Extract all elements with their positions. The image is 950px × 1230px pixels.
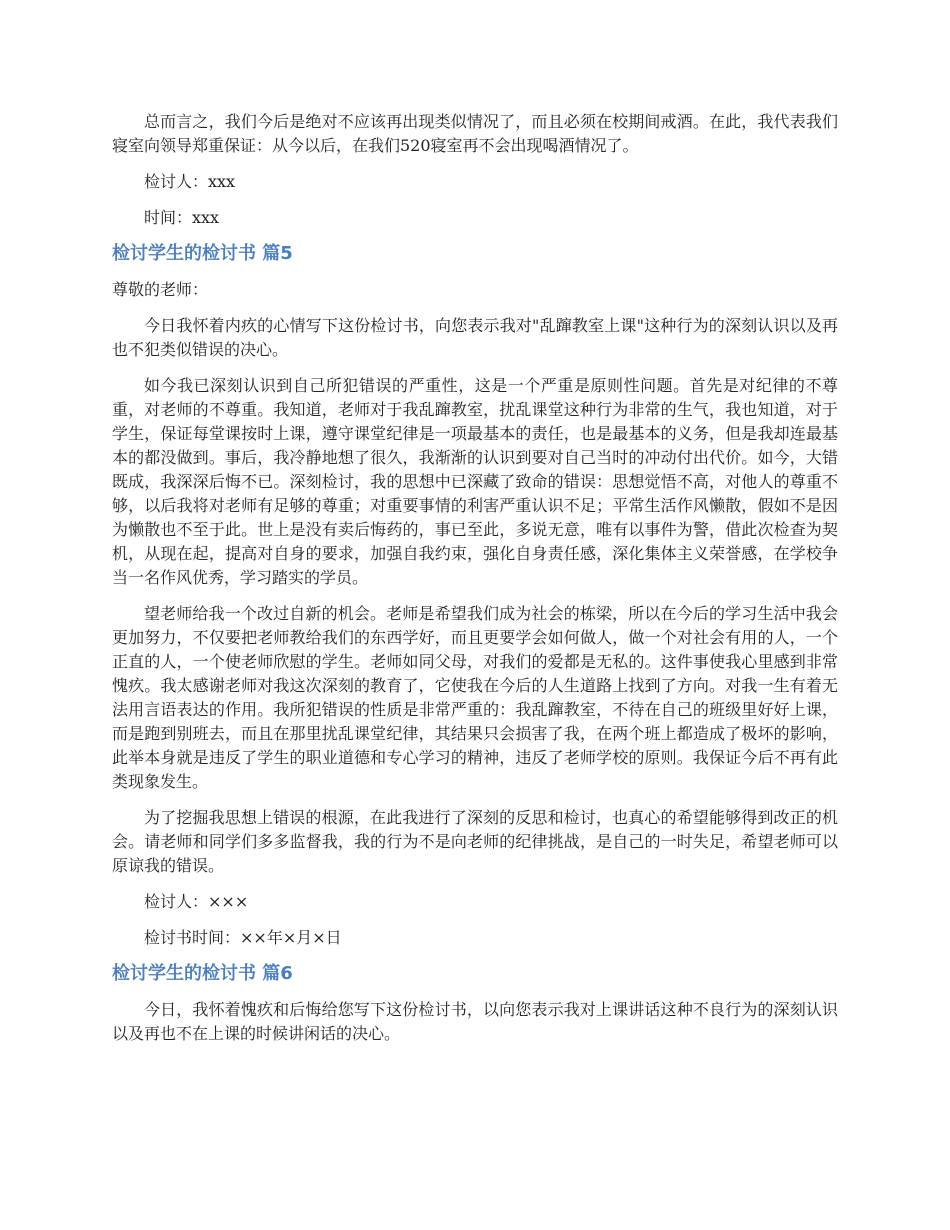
paragraph: 为了挖掘我思想上错误的根源，在此我进行了深刻的反思和检讨，也真心的希望能够得到改正的机会。请老师和同学们多多监督我，我的行为不是向老师的纪律挑战，是自己的一时失足，希望老师可以原谅我的错误。	[112, 808, 838, 875]
signature-line: 检讨人：×××	[144, 892, 249, 911]
paragraph: 今日我怀着内疚的心情写下这份检讨书，向您表示我对"乱蹿教室上课"这种行为的深刻认识以及再也不犯类似错误的决心。	[112, 316, 838, 359]
paragraph: 今日，我怀着愧疚和后悔给您写下这份检讨书，以向您表示我对上课讲话这种不良行为的深刻认识以及再也不在上课的时候讲闲话的决心。	[112, 1000, 838, 1043]
section-heading: 检讨学生的检讨书 篇5	[112, 243, 293, 264]
date-line: 时间：xxx	[144, 208, 220, 227]
paragraph: 总而言之，我们今后是绝对不应该再出现类似情况了，而且必须在校期间戒酒。在此，我代表我们寝室向领导郑重保证：从今以后，在我们520寝室再不会出现喝酒情况了。	[112, 112, 838, 155]
paragraph: 如今我已深刻认识到自己所犯错误的严重性，这是一个严重是原则性问题。首先是对纪律的不尊重，对老师的不尊重。我知道，老师对于我乱蹿教室，扰乱课堂这种行为非常的生气，我也知道，对于学生，保证每堂课按时上课，遵守课堂纪律是一项最基本的责任，也是最基本的义务，但是我却连最基本的都没做到。事后，我冷静地想了很久，我渐渐的认识到要对自己当时的冲动付出代价。如今，大错既成，我深深后悔不已。深刻检讨，我的思想中已深藏了致命的错误：思想觉悟不高，对他人的尊重不够，以后我将对老师有足够的尊重；对重要事情的利害严重认识不足；平常生活作风懒散，假如不是因为懒散也不至于此。世上是没有卖后悔药的，事已至此，多说无意，唯有以事件为警，借此次检查为契机，从现在起，提高对自身的要求，加强自我约束，强化自身责任感，深化集体主义荣誉感，在学校争当一名作风优秀，学习踏实的学员。	[112, 376, 838, 587]
section-heading: 检讨学生的检讨书 篇6	[112, 963, 293, 984]
document-page	[112, 110, 838, 1058]
salutation: 尊敬的老师：	[112, 280, 209, 299]
signature-line: 检讨人：xxx	[144, 172, 236, 191]
date-line: 检讨书时间：××年×月×日	[144, 928, 342, 947]
paragraph: 望老师给我一个改过自新的机会。老师是希望我们成为社会的栋梁，所以在今后的学习生活中我会更加努力，不仅要把老师教给我们的东西学好，而且更要学会如何做人，做一个对社会有用的人，一个正直的人，一个使老师欣慰的学生。老师如同父母，对我们的爱都是无私的。这件事使我心里感到非常愧疚。我太感谢老师对我这次深刻的教育了，它使我在今后的人生道路上找到了方向。对我一生有着无法用言语表达的作用。我所犯错误的性质是非常严重的：我乱蹿教室，不待在自己的班级里好好上课，而是跑到别班去，而且在那里扰乱课堂纪律，其结果只会损害了我，在两个班上都造成了极坏的影响，此举本身就是违反了学生的职业道德和专心学习的精神，违反了老师学校的原则。我保证今后不再有此类现象发生。	[112, 604, 838, 791]
